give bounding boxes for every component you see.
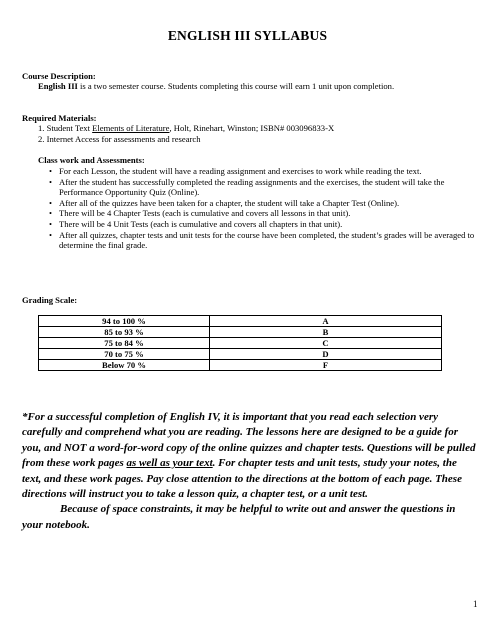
bullet-icon: • (49, 218, 53, 229)
bullet-icon: • (49, 197, 53, 208)
classwork-item (38, 208, 478, 219)
document-title: ENGLISH III SYLLABUS (167, 28, 328, 43)
grade-letter: F (210, 360, 442, 371)
grade-range: 70 to 75 % (39, 349, 210, 360)
table-row (39, 349, 442, 360)
required-materials-label: Required Materials: (22, 113, 97, 123)
required-material-item: 2. Internet Access for assessments and research (38, 133, 201, 144)
classwork-item-text: After the student has successfully completed the reading assignments and the exercises, the student will take the Performance Opportunity Quiz (Online). (59, 176, 445, 198)
grade-letter: D (210, 349, 442, 360)
note-text: . For chapter tests and unit tests, study your notes, the text, and these work pages. Pay close attention to the directions at the bottom of each page. These directions will instruct you to take a lesson quiz, a chapter test, or a unit test. (22, 457, 462, 501)
classwork-item (38, 219, 478, 230)
course-description-text (38, 81, 458, 92)
textbook-title: Elements of Literature (92, 123, 170, 133)
classwork-list (38, 166, 478, 251)
classwork-label: Class work and Assessments: (38, 155, 145, 165)
page-number: 1 (473, 599, 478, 609)
classwork-item (38, 166, 478, 177)
completion-note (22, 410, 477, 533)
grade-range: 94 to 100 % (39, 316, 210, 327)
table-row (39, 360, 442, 371)
bullet-icon: • (49, 166, 53, 176)
grading-scale-label: Grading Scale: (22, 295, 78, 305)
course-description-body: is a two semester course. Students completing this course will earn 1 unit upon completion. (77, 81, 395, 91)
grade-range: 85 to 93 % (39, 327, 210, 338)
material-prefix: 1. Student Text (38, 123, 93, 133)
course-description-label: Course Description: (22, 71, 96, 81)
course-name: English III (38, 81, 78, 91)
required-materials-list (38, 123, 468, 144)
classwork-item-text: There will be 4 Unit Tests (each is cumulative and covers all chapters in that unit). (59, 218, 343, 229)
bullet-icon: • (49, 229, 53, 240)
classwork-item-text: After all quizzes, chapter tests and unit tests for the course have been completed, the student’s grades will be averaged to determine the final grade. (59, 229, 475, 251)
grade-range: 75 to 84 % (39, 338, 210, 349)
table-row (39, 327, 442, 338)
grade-letter: B (210, 327, 442, 338)
classwork-item-text: After all of the quizzes have been taken for a chapter, the student will take a Chapter Test (Online). (59, 197, 400, 208)
note-paragraph: Because of space constraints, it may be helpful to write out and answer the questions in your notebook. (22, 503, 456, 531)
grade-letter: A (210, 316, 442, 327)
classwork-item-text: For each Lesson, the student will have a reading assignment and exercises to work while reading the text. (59, 166, 422, 176)
classwork-item (38, 198, 478, 209)
note-paragraph (22, 410, 477, 502)
note-underlined-text: as well as your text (126, 457, 213, 470)
material-suffix: , Holt, Rinehart, Winston; ISBN# 003096833-X (169, 123, 335, 133)
note-text: *For a successful completion of English IV, it is important that you read each selection very carefully and comprehend what you are reading. The lessons here are designed to be a guide for you, and NOT a word-for-word copy of the online quizzes and chapter tests. Questions will be pulled from these work pages (22, 411, 476, 470)
bullet-icon: • (49, 176, 53, 187)
grade-letter: C (210, 338, 442, 349)
bullet-icon: • (49, 208, 53, 219)
table-row (39, 338, 442, 349)
grade-range: Below 70 % (39, 360, 210, 371)
classwork-item (38, 230, 478, 251)
required-material-item (38, 123, 468, 134)
table-row (39, 316, 442, 327)
classwork-item (38, 177, 478, 198)
classwork-item-text: There will be 4 Chapter Tests (each is cumulative and covers all lessons in that unit). (59, 208, 351, 219)
grading-table (38, 315, 442, 371)
